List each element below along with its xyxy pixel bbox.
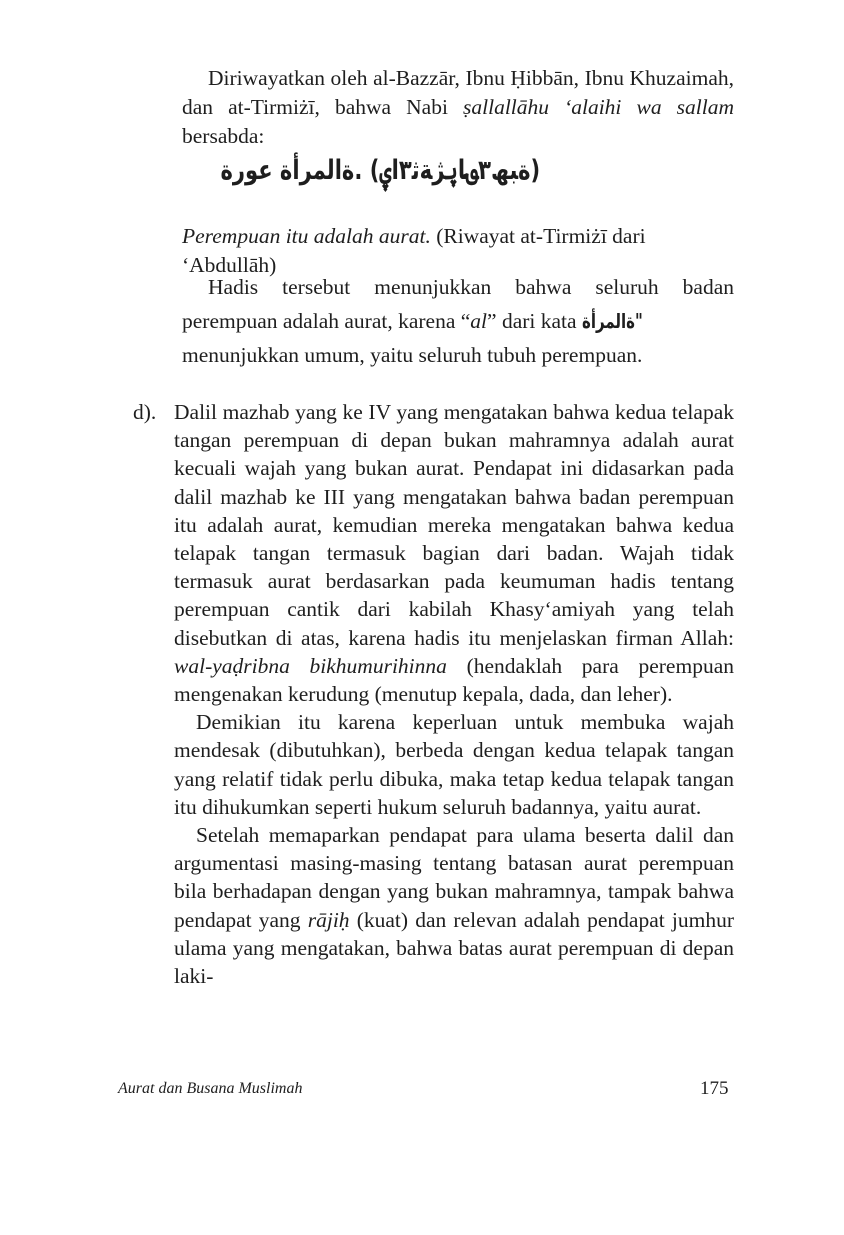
explanation-text-end: menunjukkan umum, yaitu seluruh tubuh perempuan. <box>182 343 643 367</box>
para3-text: Setelah memaparkan pendapat para ulama beserta dalil dan argumentasi masing-masing tentang batasan aurat perempuan bila berhadapan dengan yang bukan mahramnya, tampak bahwa pendapat yang <box>174 823 734 932</box>
intro-honorific: ṣallallāhu ‘alaihi wa sallam <box>463 95 734 119</box>
para1-quran-phrase: wal-yaḍribna bikhumurihinna <box>174 653 447 678</box>
translation-text: Perempuan itu adalah aurat. <box>182 224 431 248</box>
list-item-marker: d). <box>133 400 157 424</box>
list-item-body <box>174 398 734 990</box>
para3-term: rājiḥ <box>307 907 350 932</box>
explanation-paragraph <box>182 270 734 372</box>
para1-text-end: (hendaklah para perempuan mengenakan kerudung (menutup kepala, dada, dan leher). <box>174 653 734 707</box>
running-footer-title: Aurat dan Busana Muslimah <box>118 1080 303 1097</box>
item-paragraph-3 <box>174 821 734 990</box>
arabic-word: "ةالمرأة <box>581 309 643 333</box>
hadith-intro-paragraph <box>182 64 734 151</box>
page-number: 175 <box>700 1078 729 1099</box>
item-paragraph-2: Demikian itu karena keperluan untuk membuka wajah mendesak (dibutuhkan), berbeda dengan kedua telapak tangan yang relatif tidak perlu dibuka, maka tetap kedua telapak tangan itu dihukumkan seperti hukum seluruh badannya, yaitu aurat. <box>174 710 734 819</box>
explanation-text: Hadis tersebut menunjukkan bahwa seluruh badan perempuan adalah aurat, karena “ <box>182 275 734 333</box>
translation-source: (Riwayat at-Tirmiżī dari ‘Abdullāh) <box>182 224 646 277</box>
item-paragraph-1 <box>174 398 734 708</box>
explanation-al-word: al <box>470 309 488 333</box>
intro-text-end: bersabda: <box>182 124 265 148</box>
intro-text: Diriwayatkan oleh al-Bazzār, Ibnu Ḥibbān, Ibnu Khuzaimah, dan at-Tirmiżī, bahwa Nabi <box>182 66 734 119</box>
arabic-hadith-quote: (ة‍بھ٣؈‍اۑژ‍ةث‍٣اۑ) .ةالمرأة عورة <box>220 155 541 186</box>
para3-text-end: (kuat) dan relevan adalah pendapat jumhur ulama yang mengatakan, bahwa batas aurat perempuan di depan laki- <box>174 907 734 989</box>
para1-text: Dalil mazhab yang ke IV yang mengatakan bahwa kedua telapak tangan perempuan di depan bukan mahramnya adalah aurat kecuali wajah yang bukan aurat. Pendapat ini didasarkan pada dalil mazhab ke III yang mengatakan bahwa badan perempuan itu adalah aurat, kemudian mereka mengatakan bahwa kedua telapak tangan termasuk bagian dari badan. Wajah tidak termasuk aurat berdasarkan pada keumuman hadis tentang perempuan cantik dari kabilah Khasy‘amiyah yang telah disebutkan di atas, karena hadis itu menjelaskan firman Allah: <box>174 400 734 650</box>
explanation-text-mid: ” dari kata <box>487 309 582 333</box>
